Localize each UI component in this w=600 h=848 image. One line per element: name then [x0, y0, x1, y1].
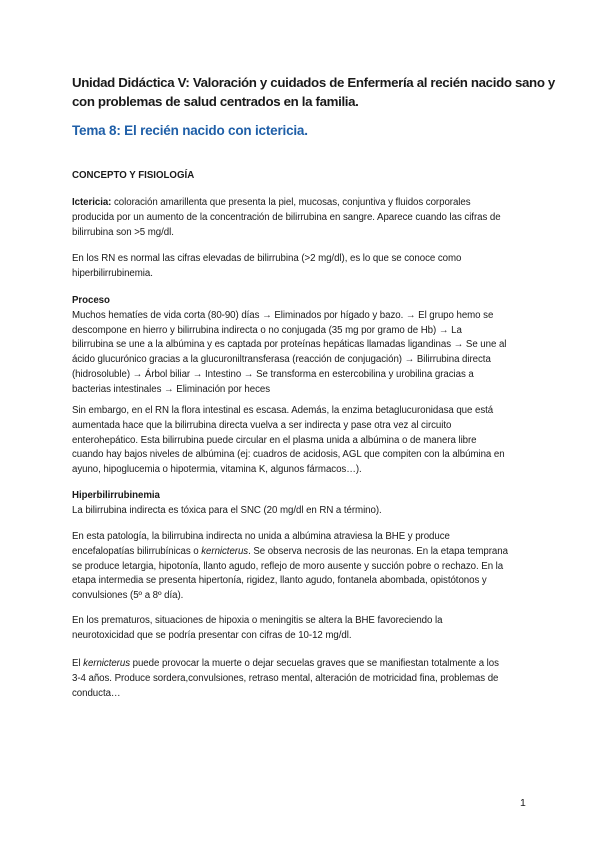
page-number: 1 [520, 797, 526, 809]
patologia-line-3: se produce letargia, hipotonía, llanto agudo, reflejo de moro ausente y succión pobre o rechazo. En la [72, 560, 504, 572]
kernicterus-line-1-start: El [72, 658, 84, 669]
prematuros-line-1: En los prematuros, situaciones de hipoxia o meningitis se altera la BHE favoreciendo la [72, 615, 443, 626]
sin-embargo-line-5: ayuno, hipoglucemia o hipotermia, vitamina K, algunos fármacos…). [72, 464, 362, 476]
ictericia-definition: coloración amarillenta que presenta la piel, mucosas, conjuntiva y fluidos corporales [111, 197, 471, 208]
kernicterus-line-1 [72, 657, 532, 672]
kernicterus-line-2: 3-4 años. Produce sordera,convulsiones, retraso mental, alteración de motricidad fina, problemas de [72, 672, 499, 684]
proceso-line-2: descompone en hierro y bilirrubina indirecta o no conjugada (35 mg por gramo de Hb) → La [72, 324, 462, 336]
patologia-line-2 [72, 545, 532, 560]
unit-title [72, 73, 555, 111]
proceso-line-4: ácido glucurónico gracias a la glucuroniltransferasa (reacción de conjugación) → Bilirrubina directa [72, 354, 491, 366]
kernicterus-paragraph [72, 657, 532, 701]
proceso-section [72, 294, 532, 398]
patologia-line-2-end: . Se observa necrosis de las neuronas. En la etapa temprana [248, 545, 508, 557]
sin-embargo-line-2: aumentada hace que la bilirrubina directa vuelva a ser indirecta y pase otra vez al circuito [72, 419, 452, 431]
proceso-line-3: bilirrubina se une a la albúmina y es captada por proteínas hepáticas llamadas ligandinas → Se une al [72, 339, 507, 351]
ictericia-line-3: bilirrubina son >5 mg/dl. [72, 226, 174, 238]
hiper-line: La bilirrubina indirecta es tóxica para el SNC (20 mg/dl en RN a término). [72, 504, 382, 516]
rn-normal-paragraph [72, 252, 532, 282]
hiperbilirrubinemia-section [72, 489, 532, 519]
prematuros-line-2: neurotoxicidad que se podría presentar con cifras de 10-12 mg/dl. [72, 629, 352, 641]
rn-normal-line-1: En los RN es normal las cifras elevadas de bilirrubina (>2 mg/dl), es lo que se conoce como [72, 253, 462, 264]
proceso-heading: Proceso [72, 295, 110, 306]
patologia-line-4: etapa intermedia se presenta hipertonía, rigidez, llanto agudo, fontanela abombada, opistótonos y [72, 575, 487, 587]
proceso-line-6: bacterias intestinales → Eliminación por heces [72, 383, 271, 395]
kernicterus-term: kernicterus [201, 545, 249, 557]
proceso-line-5: (hidrosoluble) → Árbol biliar → Intestino → Se transforma en estercobilina y urobilina gracias a [72, 368, 474, 380]
ictericia-term: Ictericia: [72, 197, 112, 208]
ictericia-paragraph [72, 196, 532, 240]
sin-embargo-line-1: Sin embargo, en el RN la flora intestinal es escasa. Además, la enzima betaglucuronidasa que está [72, 405, 494, 416]
ictericia-line-2: producida por un aumento de la concentración de bilirrubina en sangre. Aparece cuando las cifras de [72, 211, 501, 223]
prematuros-paragraph [72, 614, 532, 644]
patologia-line-1: En esta patología, la bilirrubina indirecta no unida a albúmina atraviesa la BHE y produce [72, 531, 450, 542]
ictericia-line-1 [72, 196, 532, 211]
patologia-paragraph [72, 530, 532, 604]
kernicterus-line-3: conducta… [72, 687, 121, 699]
topic-title: Tema 8: El recién nacido con ictericia. [72, 123, 308, 138]
hiper-heading: Hiperbilirrubinemia [72, 490, 160, 501]
patologia-line-5: convulsiones (5º a 8º día). [72, 590, 184, 602]
proceso-line-1: Muchos hematíes de vida corta (80-90) días → Eliminados por hígado y bazo. → El grupo hemo se [72, 309, 494, 321]
sin-embargo-paragraph [72, 404, 532, 478]
section-heading: CONCEPTO Y FISIOLOGÍA [72, 170, 195, 181]
rn-normal-line-2: hiperbilirrubinemia. [72, 267, 153, 279]
kernicterus-line-1-end: puede provocar la muerte o dejar secuelas graves que se manifiestan totalmente a los [129, 658, 499, 669]
patologia-line-2-start: encefalopatías bilirrubínicas o [72, 545, 202, 557]
sin-embargo-line-3: enterohepático. Esta bilirrubina puede circular en el plasma unida a albúmina o de manera libre [72, 434, 477, 446]
kernicterus-term-2: kernicterus [83, 658, 130, 669]
sin-embargo-line-4: cuando hay bajos niveles de albúmina (ej: cuadros de acidosis, AGL que compiten con la albúmina en [72, 449, 505, 461]
unit-title-line-1: Unidad Didáctica V: Valoración y cuidados de Enfermería al recién nacido sano y [72, 75, 555, 90]
unit-title-line-2: con problemas de salud centrados en la familia. [72, 94, 359, 109]
